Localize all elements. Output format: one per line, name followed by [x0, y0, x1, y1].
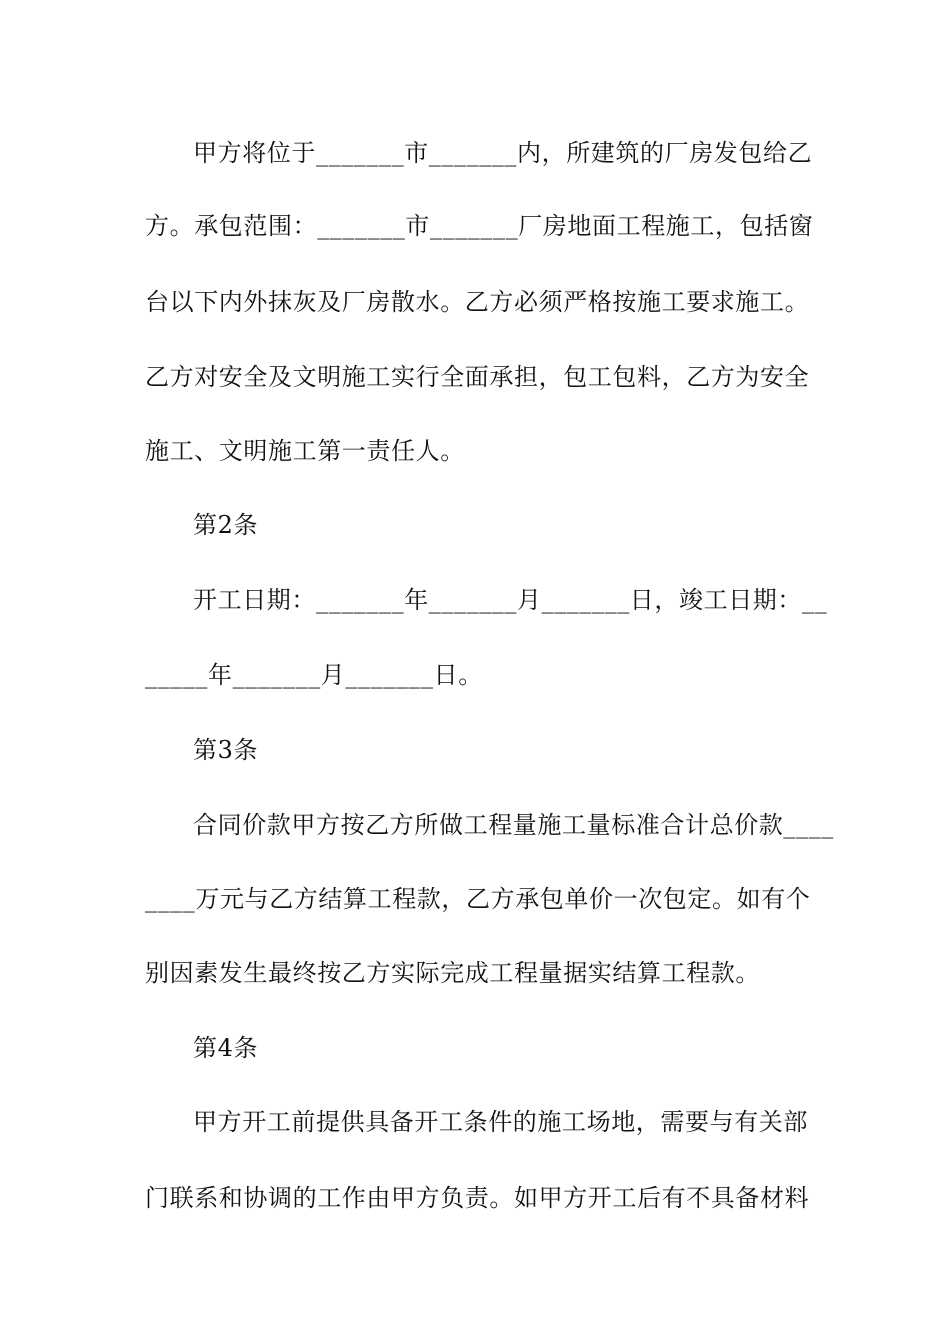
article-4-heading: 第4条 — [193, 1034, 259, 1062]
paragraph-price-line-1: 合同价款甲方按乙方所做工程量施工量标准合计总价款____ — [193, 811, 834, 839]
paragraph-1-line-2: 方。承包范围：_______市_______厂房地面工程施工，包括窗 — [145, 212, 814, 240]
article-3-heading: 第3条 — [193, 736, 259, 764]
paragraph-1-line-3: 台以下内外抹灰及厂房散水。乙方必须严格按施工要求施工。 — [145, 288, 810, 316]
paragraph-price-line-3: 别因素发生最终按乙方实际完成工程量据实结算工程款。 — [145, 959, 760, 987]
article-2-heading: 第2条 — [193, 511, 259, 539]
paragraph-dates-line-1: 开工日期：_______年_______月_______日，竣工日期：__ — [193, 586, 828, 614]
paragraph-dates-line-2: _____年_______月_______日。 — [145, 661, 483, 689]
paragraph-price-line-2: ____万元与乙方结算工程款，乙方承包单价一次包定。如有个 — [145, 885, 811, 913]
paragraph-site-line-2: 门联系和协调的工作由甲方负责。如甲方开工后有不具备材料 — [145, 1184, 810, 1212]
paragraph-1-line-4: 乙方对安全及文明施工实行全面承担，包工包料，乙方为安全 — [145, 363, 810, 391]
paragraph-1-line-1: 甲方将位于_______市_______内，所建筑的厂房发包给乙 — [193, 139, 813, 167]
paragraph-1-line-5: 施工、文明施工第一责任人。 — [145, 437, 465, 465]
paragraph-site-line-1: 甲方开工前提供具备开工条件的施工场地，需要与有关部 — [193, 1108, 808, 1136]
